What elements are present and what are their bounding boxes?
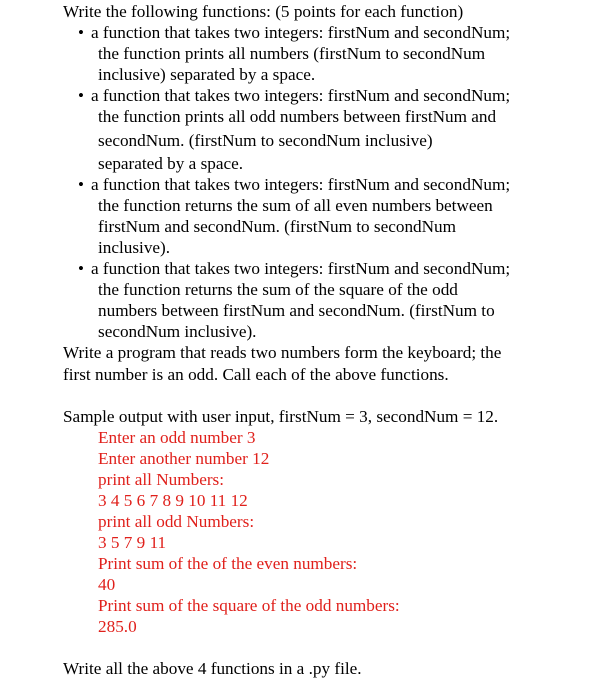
bullet-icon: • xyxy=(78,175,84,194)
bullet-1-line-2: the function prints all numbers (firstNum to secondNum xyxy=(98,44,486,63)
program-line-2: first number is an odd. Call each of the above functions. xyxy=(63,365,449,384)
bullet-3-line-2: the function returns the sum of all even numbers between xyxy=(98,196,493,215)
intro-text: Write the following functions: (5 points for each function) xyxy=(63,2,464,21)
sample-output-line: print all odd Numbers: xyxy=(98,512,255,531)
bullet-3-line-4: inclusive). xyxy=(98,238,171,257)
bullet-4-line-4: secondNum inclusive). xyxy=(98,322,257,341)
sample-output-line: 285.0 xyxy=(98,617,137,636)
bullet-4-line-2: the function returns the sum of the square of the odd xyxy=(98,280,458,299)
sample-output-line: 3 4 5 6 7 8 9 10 11 12 xyxy=(98,491,248,510)
bullet-3-line-3: firstNum and secondNum. (firstNum to secondNum xyxy=(98,217,457,236)
sample-output-line: 3 5 7 9 11 xyxy=(98,533,167,552)
program-line-1: Write a program that reads two numbers form the keyboard; the xyxy=(63,343,502,362)
sample-output-line: Enter an odd number 3 xyxy=(98,428,256,447)
bullet-4-line-1: a function that takes two integers: firstNum and secondNum; xyxy=(91,259,511,278)
bullet-icon: • xyxy=(78,23,84,42)
bullet-4-line-3: numbers between firstNum and secondNum. (firstNum to xyxy=(98,301,495,320)
sample-output-line: Enter another number 12 xyxy=(98,449,270,468)
bullet-2-line-2: the function prints all odd numbers between firstNum and xyxy=(98,107,497,126)
bullet-3-line-1: a function that takes two integers: firstNum and secondNum; xyxy=(91,175,511,194)
bullet-2-line-1: a function that takes two integers: firstNum and secondNum; xyxy=(91,86,511,105)
sample-output-line: print all Numbers: xyxy=(98,470,225,489)
sample-heading: Sample output with user input, firstNum = 3, secondNum = 12. xyxy=(63,407,499,426)
sample-output-line: Print sum of the of the even numbers: xyxy=(98,554,358,573)
bullet-icon: • xyxy=(78,259,84,278)
bullet-1-line-3: inclusive) separated by a space. xyxy=(98,65,316,84)
bullet-icon: • xyxy=(78,86,84,105)
bullet-1-line-1: a function that takes two integers: firstNum and secondNum; xyxy=(91,23,511,42)
footer-text: Write all the above 4 functions in a .py file. xyxy=(63,659,362,678)
sample-output-line: 40 xyxy=(98,575,116,594)
bullet-2-line-4: separated by a space. xyxy=(98,154,244,173)
bullet-2-line-3: secondNum. (firstNum to secondNum inclusive) xyxy=(98,131,433,150)
sample-output-line: Print sum of the square of the odd numbers: xyxy=(98,596,400,615)
